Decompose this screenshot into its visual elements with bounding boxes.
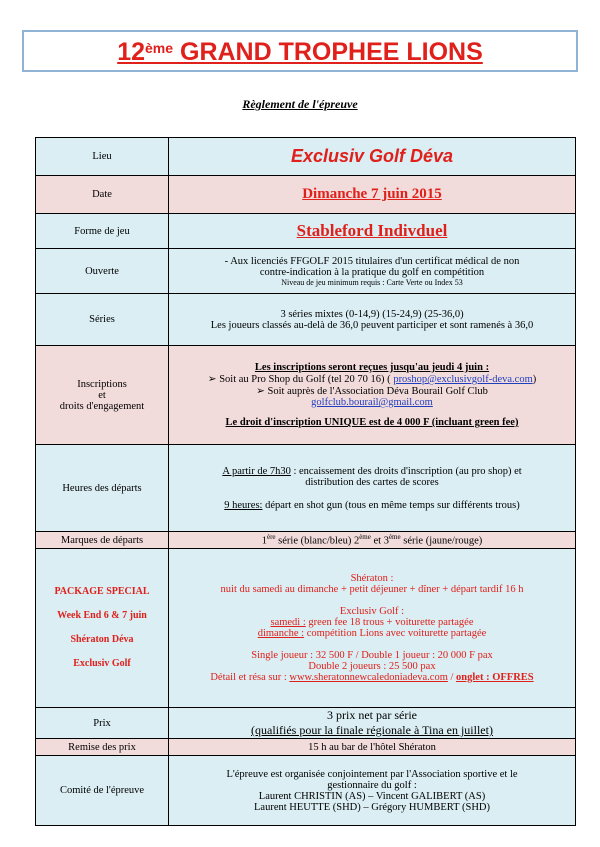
page-title: 12ème GRAND TROPHEE LIONS bbox=[117, 38, 483, 66]
value-remise: 15 h au bar de l'hôtel Shératon bbox=[169, 739, 576, 756]
value-inscriptions: Les inscriptions seront reçues jusqu'au jeudi 4 juin : ➢ Soit au Pro Shop du Golf (tel 20 70 16) ( proshop@exclusivgolf-deva.com) ➢ Soit auprès de l'Association Déva Bourail Golf Club golfclub.bourail@gmail.com Le droit d'inscription UNIQUE est de 4 000 F (incluant green fee) bbox=[169, 346, 576, 445]
label-departs: Heures des départs bbox=[36, 445, 169, 532]
label-date: Date bbox=[36, 176, 169, 214]
value-prix: 3 prix net par série (qualifiés pour la finale régionale à Tina en juillet) bbox=[169, 708, 576, 739]
subtitle: Règlement de l'épreuve bbox=[242, 97, 358, 111]
row-departs bbox=[36, 445, 576, 532]
row-ouverte bbox=[36, 249, 576, 294]
value-forme: Stableford Indivduel bbox=[169, 214, 576, 249]
label-ouverte: Ouverte bbox=[36, 249, 169, 294]
row-package bbox=[36, 549, 576, 708]
row-comite bbox=[36, 756, 576, 826]
row-prix bbox=[36, 708, 576, 739]
value-date: Dimanche 7 juin 2015 bbox=[169, 176, 576, 214]
value-departs: A partir de 7h30 : encaissement des droits d'inscription (au pro shop) et distribution des cartes de scores 9 heures: départ en shot gun (tous en même temps sur différents trous) bbox=[169, 445, 576, 532]
value-series: 3 séries mixtes (0-14,9) (15-24,9) (25-36,0) Les joueurs classés au-delà de 36,0 peuvent participer et sont ramenés à 36,0 bbox=[169, 294, 576, 346]
label-marques: Marques de départs bbox=[36, 532, 169, 549]
row-inscriptions bbox=[36, 346, 576, 445]
label-remise: Remise des prix bbox=[36, 739, 169, 756]
label-lieu: Lieu bbox=[36, 138, 169, 176]
label-inscriptions: Inscriptions et droits d'engagement bbox=[36, 346, 169, 445]
row-date bbox=[36, 176, 576, 214]
row-forme bbox=[36, 214, 576, 249]
value-ouverte: - Aux licenciés FFGOLF 2015 titulaires d'un certificat médical de non contre-indication à la pratique du golf en compétition Niveau de jeu minimum requis : Carte Verte ou Index 53 bbox=[169, 249, 576, 294]
row-remise bbox=[36, 739, 576, 756]
row-lieu bbox=[36, 138, 576, 176]
value-comite: L'épreuve est organisée conjointement par l'Association sportive et le gestionnaire du golf : Laurent CHRISTIN (AS) – Vincent GALIBERT (AS) Laurent HEUTTE (SHD) – Grégory HUMBERT (SHD) bbox=[169, 756, 576, 826]
rules-table bbox=[35, 137, 576, 826]
label-forme: Forme de jeu bbox=[36, 214, 169, 249]
value-marques: 1ère série (blanc/bleu) 2ème et 3ème série (jaune/rouge) bbox=[169, 532, 576, 549]
title-banner bbox=[22, 30, 578, 72]
label-prix: Prix bbox=[36, 708, 169, 739]
email-proshop[interactable]: proshop@exclusivgolf-deva.com bbox=[393, 374, 533, 385]
value-package: Shératon : nuit du samedi au dimanche + petit déjeuner + dîner + départ tardif 16 h Exclusiv Golf : samedi : green fee 18 trous + voiturette partagée dimanche : compétition Lions avec voiturette partagée Single joueur : 32 500 F / Double 1 joueur : 20 000 F pax Double 2 joueurs : 25 500 pax Détail et résa sur : www.sheratonnewcaledoniadeva.com / onglet : OFFRES bbox=[169, 549, 576, 708]
row-series bbox=[36, 294, 576, 346]
label-comite: Comité de l'épreuve bbox=[36, 756, 169, 826]
label-series: Séries bbox=[36, 294, 169, 346]
label-package: PACKAGE SPECIAL Week End 6 & 7 juin Shératon Déva Exclusiv Golf bbox=[36, 549, 169, 708]
row-marques bbox=[36, 532, 576, 549]
sheraton-link[interactable]: www.sheratonnewcaledoniadeva.com bbox=[289, 672, 448, 683]
email-golfclub[interactable]: golfclub.bourail@gmail.com bbox=[311, 397, 433, 408]
value-lieu: Exclusiv Golf Déva bbox=[169, 138, 576, 176]
